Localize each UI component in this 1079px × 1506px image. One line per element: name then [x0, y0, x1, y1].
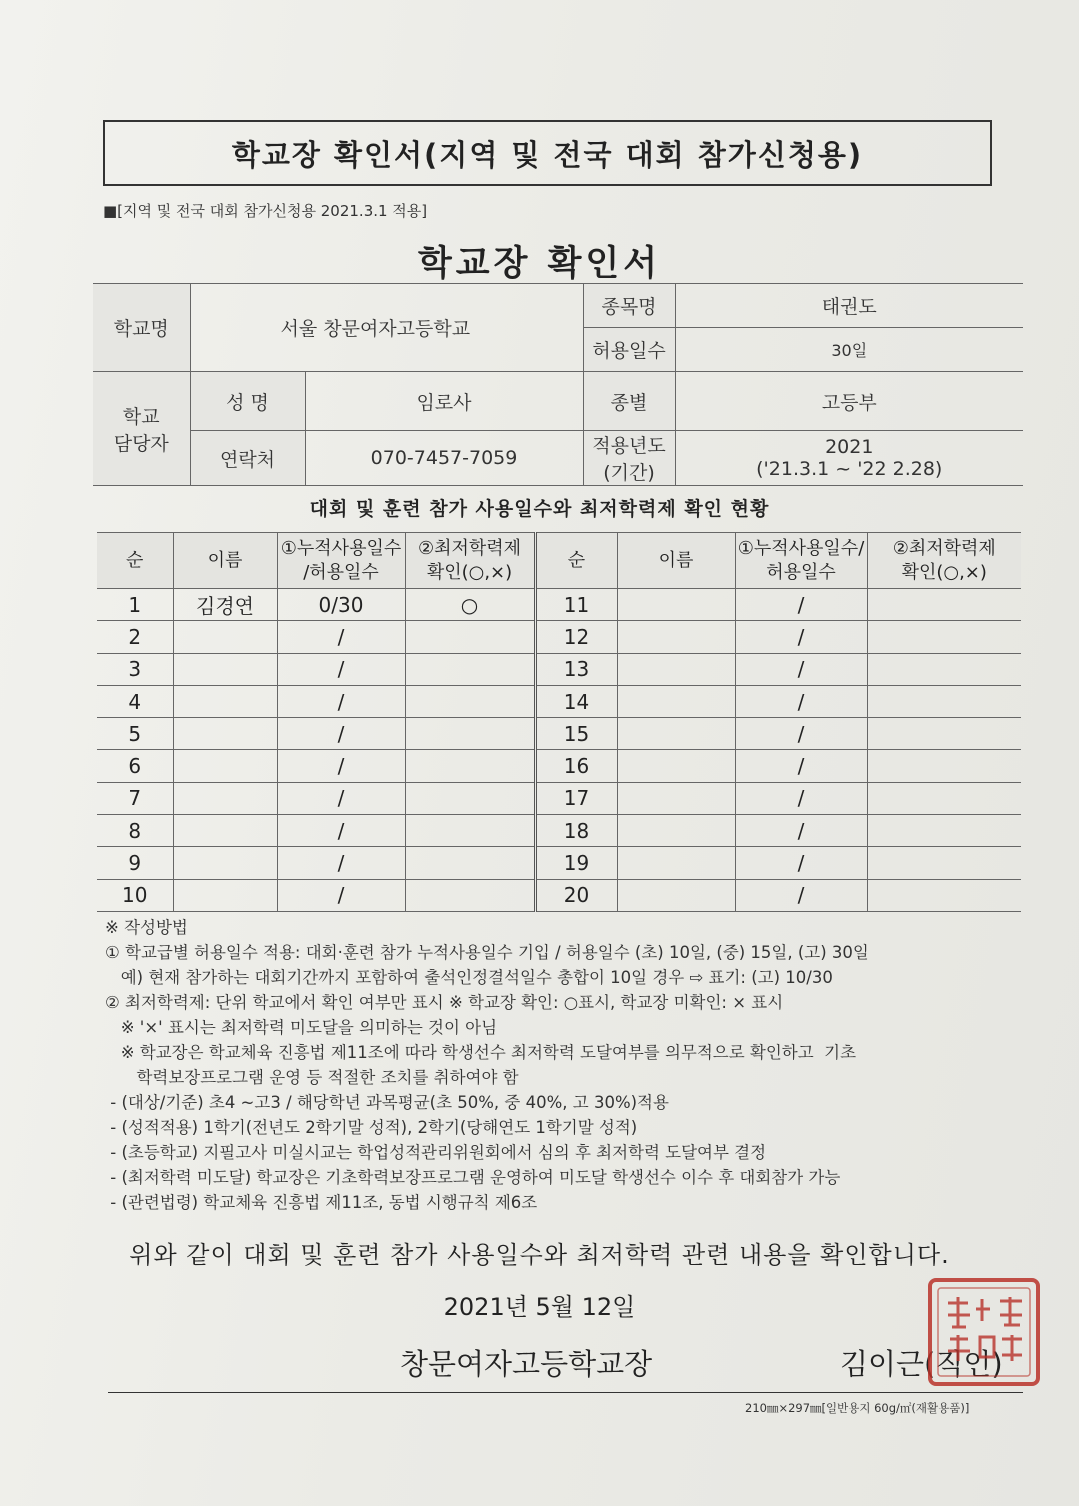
- row-no: 10: [97, 879, 173, 911]
- table-row: [97, 621, 1021, 653]
- row-name: [173, 718, 277, 750]
- allowed-days-value: 30일: [675, 328, 1023, 372]
- instruction-line: - (관련법령) 학교체육 진흥법 제11조, 동법 시행규칙 제6조: [105, 1193, 538, 1212]
- row-days: /: [277, 621, 405, 653]
- instruction-line: ① 학교급별 허용일수 적용: 대회·훈련 참가 누적사용일수 기입 / 허용일수 (초) 10일, (중) 15일, (고) 30일: [105, 943, 869, 962]
- box-title: 학교장 확인서(지역 및 전국 대회 참가신청용): [231, 137, 864, 172]
- row-check-right: [867, 847, 1021, 879]
- col-no-right: 순: [535, 533, 617, 589]
- instruction-line: ※ 학교장은 학교체육 진흥법 제11조에 따라 학생선수 최저학력 도달여부를 의무적으로 확인하고 기초: [105, 1043, 857, 1062]
- paper-spec: 210㎜×297㎜[일반용지 60g/㎡(재활용품)]: [745, 1401, 970, 1415]
- row-no: 4: [97, 685, 173, 717]
- row-check: [405, 653, 535, 685]
- manager-label-line2: 담당자: [113, 432, 169, 455]
- row-check-right: [867, 653, 1021, 685]
- year-value: 2021: [825, 436, 874, 458]
- row-name: [173, 847, 277, 879]
- name-value: 임로사: [305, 372, 583, 431]
- row-check: ○: [405, 589, 535, 621]
- row-name: [173, 685, 277, 717]
- row-no: 5: [97, 718, 173, 750]
- table-row: [97, 718, 1021, 750]
- col-check-right-line2: 확인(○,×): [901, 561, 987, 583]
- contact-label: 연락처: [190, 431, 305, 486]
- row-no: 1: [97, 589, 173, 621]
- instruction-line: ② 최저학력제: 단위 학교에서 확인 여부만 표시 ※ 학교장 확인: ○표시, 학교장 미확인: × 표시: [105, 993, 784, 1012]
- row-days-right: /: [735, 621, 867, 653]
- document-title-box: [103, 120, 992, 186]
- row-days-right: /: [735, 718, 867, 750]
- table-row: [97, 847, 1021, 879]
- row-name: [173, 653, 277, 685]
- table-row: [97, 653, 1021, 685]
- table-row: [97, 589, 1021, 621]
- row-name-right: [617, 589, 735, 621]
- row-days-right: /: [735, 815, 867, 847]
- row-check: [405, 847, 535, 879]
- table-row: [97, 879, 1021, 911]
- row-days-right: /: [735, 653, 867, 685]
- instruction-line: - (초등학교) 지필고사 미실시교는 학업성적관리위원회에서 심의 후 최저학력 도달여부 결정: [105, 1143, 767, 1162]
- school-principal-title: 창문여자고등학교장: [400, 1347, 653, 1381]
- row-check: [405, 815, 535, 847]
- col-days-line2: /허용일수: [303, 561, 379, 583]
- col-check-right: [867, 533, 1021, 589]
- row-name: [173, 815, 277, 847]
- principal-name: 김이근(직인): [840, 1347, 1003, 1381]
- col-name-right: 이름: [617, 533, 735, 589]
- row-no: 3: [97, 653, 173, 685]
- table-row: [97, 782, 1021, 814]
- row-check: [405, 782, 535, 814]
- row-no-right: 16: [535, 750, 617, 782]
- row-no: 9: [97, 847, 173, 879]
- row-days-right: /: [735, 589, 867, 621]
- row-no-right: 20: [535, 879, 617, 911]
- instruction-line: 학력보장프로그램 운영 등 적절한 조치를 취하여야 함: [105, 1068, 519, 1087]
- row-check: [405, 621, 535, 653]
- allowed-days-label: 허용일수: [583, 328, 675, 372]
- school-label: 학교명: [93, 284, 190, 372]
- table-row: [97, 815, 1021, 847]
- col-check-line1: ②최저학력제: [417, 537, 522, 559]
- row-check-right: [867, 621, 1021, 653]
- manager-label: [93, 372, 190, 486]
- row-days-right: /: [735, 879, 867, 911]
- applicability-note: ■[지역 및 전국 대회 참가신청용 2021.3.1 적용]: [103, 202, 428, 220]
- col-days-line1: ①누적사용일수: [280, 537, 402, 559]
- col-days-right-line1: ①누적사용일수/: [737, 537, 865, 559]
- row-check-right: [867, 815, 1021, 847]
- row-name: 김경연: [173, 589, 277, 621]
- row-no: 2: [97, 621, 173, 653]
- row-days-right: /: [735, 847, 867, 879]
- instruction-line: - (대상/기준) 초4 ~고3 / 해당학년 과목평균(초 50%, 중 40%, 고 30%)적용: [105, 1093, 669, 1112]
- row-no-right: 11: [535, 589, 617, 621]
- row-days: /: [277, 718, 405, 750]
- row-name: [173, 750, 277, 782]
- col-check-line2: 확인(○,×): [426, 561, 513, 583]
- instruction-line: ※ 작성방법: [105, 918, 188, 937]
- row-no: 7: [97, 782, 173, 814]
- official-seal-icon: [924, 1275, 1044, 1390]
- row-name: [173, 879, 277, 911]
- row-name: [173, 621, 277, 653]
- row-check-right: [867, 879, 1021, 911]
- period-value: ('21.3.1 ~ '22 2.28): [756, 458, 943, 480]
- issue-date: 2021년 5월 12일: [443, 1293, 636, 1321]
- col-days-right-line2: 허용일수: [766, 561, 836, 583]
- instruction-line: - (성적적용) 1학기(전년도 2학기말 성적), 2학기(당해연도 1학기말 성적): [105, 1118, 638, 1137]
- row-name: [173, 782, 277, 814]
- instruction-line: - (최저학력 미도달) 학교장은 기초학력보장프로그램 운영하여 미도달 학생선수 이수 후 대회참가 가능: [105, 1168, 841, 1187]
- table-row: [97, 685, 1021, 717]
- row-no: 8: [97, 815, 173, 847]
- school-value: 서울 창문여자고등학교: [190, 284, 583, 372]
- category-label: 종별: [583, 372, 675, 431]
- row-name-right: [617, 879, 735, 911]
- row-days-right: /: [735, 750, 867, 782]
- confirmation-statement: 위와 같이 대회 및 훈련 참가 사용일수와 최저학력 관련 내용을 확인합니다.: [129, 1241, 950, 1269]
- row-name-right: [617, 847, 735, 879]
- page-title: 학교장 확인서: [417, 244, 662, 284]
- footer-divider: [108, 1392, 1023, 1393]
- row-check-right: [867, 589, 1021, 621]
- row-no-right: 13: [535, 653, 617, 685]
- col-days-right: [735, 533, 867, 589]
- row-no-right: 14: [535, 685, 617, 717]
- row-check: [405, 750, 535, 782]
- row-days: /: [277, 847, 405, 879]
- instruction-line: ※ '×' 표시는 최저학력 미도달을 의미하는 것이 아님: [105, 1018, 498, 1037]
- name-label: 성 명: [190, 372, 305, 431]
- row-name-right: [617, 621, 735, 653]
- row-name-right: [617, 718, 735, 750]
- info-table: [93, 283, 1023, 486]
- col-name: 이름: [173, 533, 277, 589]
- col-check-right-line1: ②최저학력제: [892, 537, 996, 559]
- row-days: /: [277, 685, 405, 717]
- year-label-line1: 적용년도: [592, 435, 666, 457]
- row-name-right: [617, 685, 735, 717]
- row-check-right: [867, 750, 1021, 782]
- row-days: /: [277, 782, 405, 814]
- section-title: 대회 및 훈련 참가 사용일수와 최저학력제 확인 현황: [309, 498, 770, 520]
- category-value: 고등부: [675, 372, 1023, 431]
- usage-table: [97, 532, 1021, 912]
- table-header-row: [97, 533, 1021, 589]
- col-days: [277, 533, 405, 589]
- row-days: /: [277, 815, 405, 847]
- row-check: [405, 718, 535, 750]
- instruction-line: 예) 현재 참가하는 대회기간까지 포함하여 출석인정결석일수 총합이 10일 경우 ⇨ 표기: (고) 10/30: [105, 968, 833, 987]
- row-name-right: [617, 653, 735, 685]
- event-value: 태권도: [675, 284, 1023, 328]
- row-days-right: /: [735, 782, 867, 814]
- row-no-right: 12: [535, 621, 617, 653]
- row-no-right: 15: [535, 718, 617, 750]
- year-label: [583, 431, 675, 486]
- row-no-right: 19: [535, 847, 617, 879]
- row-name-right: [617, 750, 735, 782]
- row-no-right: 18: [535, 815, 617, 847]
- event-label: 종목명: [583, 284, 675, 328]
- contact-value: 070-7457-7059: [305, 431, 583, 486]
- year-cell: [675, 431, 1023, 486]
- instructions: [105, 915, 1020, 1215]
- row-check-right: [867, 685, 1021, 717]
- row-no: 6: [97, 750, 173, 782]
- row-check: [405, 685, 535, 717]
- col-no: 순: [97, 533, 173, 589]
- manager-label-line1: 학교: [122, 405, 160, 428]
- year-label-line2: (기간): [603, 462, 655, 484]
- row-name-right: [617, 815, 735, 847]
- row-days: 0/30: [277, 589, 405, 621]
- table-row: [97, 750, 1021, 782]
- row-days: /: [277, 750, 405, 782]
- row-days: /: [277, 653, 405, 685]
- row-check-right: [867, 782, 1021, 814]
- row-days-right: /: [735, 685, 867, 717]
- col-check: [405, 533, 535, 589]
- row-days: /: [277, 879, 405, 911]
- row-no-right: 17: [535, 782, 617, 814]
- row-check: [405, 879, 535, 911]
- row-check-right: [867, 718, 1021, 750]
- row-name-right: [617, 782, 735, 814]
